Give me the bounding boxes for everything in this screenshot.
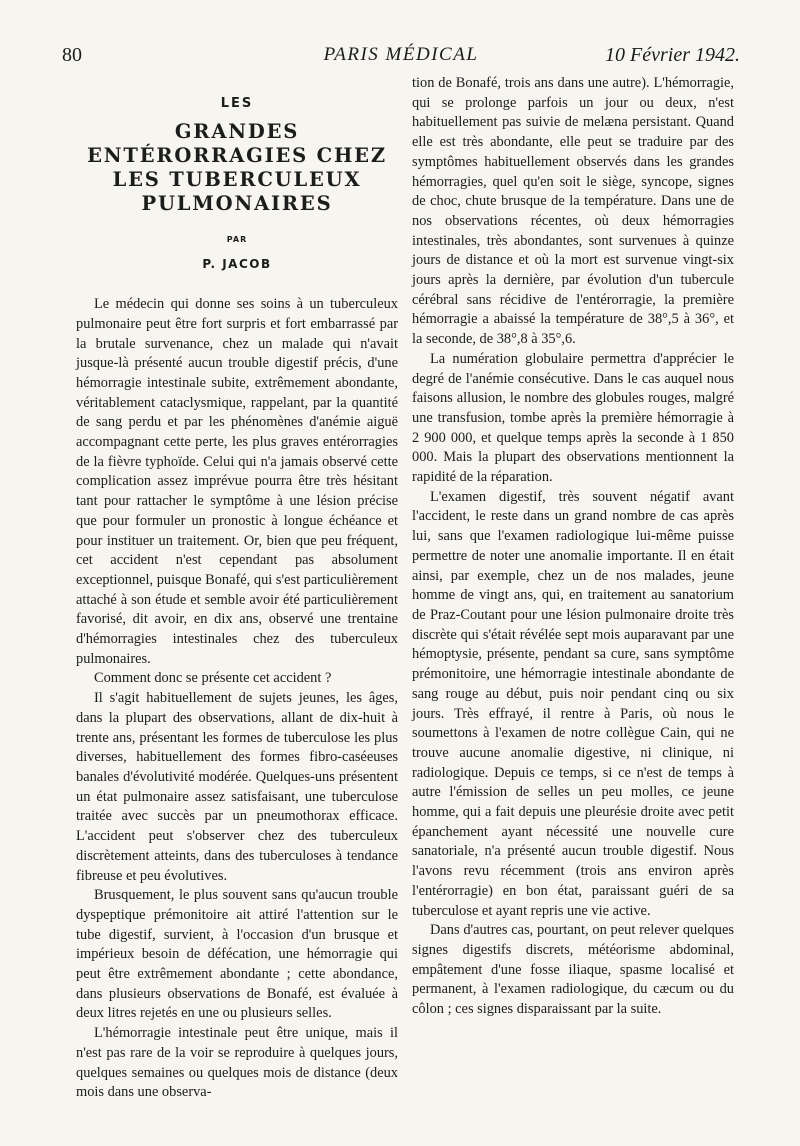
issue-date: 10 Février 1942. bbox=[605, 44, 740, 66]
paragraph: Comment donc se présente cet accident ? bbox=[94, 670, 332, 687]
article-author: P. JACOB bbox=[202, 257, 272, 272]
right-column bbox=[412, 74, 734, 1020]
running-header bbox=[62, 40, 740, 74]
paragraph: Dans d'autres cas, pourtant, on peut relever quelques signes digestifs discrets, météorisme abdominal, empâtement d'une fosse iliaque, spasme localisé et permanent, à l'examen radiologique, du cæcum ou du côlon ; ces signes disparaissant par la suite. bbox=[412, 922, 734, 1018]
paragraph: L'examen digestif, très souvent négatif avant l'accident, le reste dans un grand nombre de cas après lui, sans que l'examen radiologique lui-même puisse permettre de noter une anomalie importante. Il en était ainsi, par exemple, chez un de nos malades, jeune homme de vingt ans, qui, en traitement au sanatorium de Praz-Coutant pour une lésion pulmonaire droite très discrète qui s'était révélée sept mois auparavant par une hémoptysie, présente, pendant sa cure, sans symptôme prémonitoire, une hémorragie intestinale abondante de sang rouge au début, puis noir pendant cinq ou six jours. Très effrayé, il rentre à Paris, où nous le soumettons à l'examen de notre collègue Cain, qui ne trouve aucune anomalie digestive, ni clinique, ni radiologique. Depuis ce temps, si ce n'est de temps à autre l'émission de selles un peu molles, ce jeune homme, qui a fait depuis une pleurésie droite avec petit épanchement ayant nécessité une nouvelle cure sanatoriale, n'a présenté aucun trouble digestif. Nous l'avons revu récemment (trois ans environ après l'entérorragie) en bon état, paraissant guéri de sa tuberculose et ayant repris une vie active. bbox=[412, 488, 734, 919]
paragraph: Brusquement, le plus souvent sans qu'aucun trouble dyspeptique prémonitoire ait attiré l'attention sur le tube digestif, survient, à l'occasion d'un brusque et impérieux besoin de défécation, une hémorragie qui peut être extrêmement abondante ; cette abondance, dans plusieurs observations de Bonafé, est évaluée à deux litres rejetés en une ou plusieurs selles. bbox=[76, 887, 398, 1022]
page-number: 80 bbox=[62, 44, 82, 66]
paragraph: La numération globulaire permettra d'apprécier le degré de l'anémie consécutive. Dans le cas auquel nous faisons allusion, le nombre des globules rouges, malgré une transfusion, tombe après la première hémorragie à 2 900 000, et quelque temps après la seconde à 1 850 000. Mais la plupart des observations mentionnent la rapidité de la réparation. bbox=[412, 350, 734, 486]
paragraph: Le médecin qui donne ses soins à un tuberculeux pulmonaire peut être fort surpris et fort embarrassé par la brutale survenance, chez un malade qui n'avait jusque-là présenté aucun trouble digestif précis, d'une hémorragie intestinale subite, extrêmement abondante, véritablement cataclysmique, rappelant, par la quantité de sang perdu et par les phénomènes d'anémie aiguë accompagnant cette perte, les plus graves entérorragies de la fièvre typhoïde. Celui qui n'a jamais observé cette complication assez imprévue pourra être très hésitant tant pour rattacher le symptôme à une lésion précise que pour formuler un pronostic à longue échéance et pour instituer un traitement. Or, bien que peu fréquent, cet accident n'est cependant pas absolument exceptionnel, puisque Bonafé, qui s'est particulièrement attaché à son étude et semble avoir été particulièrement favorisé, dit avoir, en dix ans, observé une trentaine d'hémorragies intestinales chez des tuberculeux pulmonaires. bbox=[76, 296, 398, 667]
article-title: GRANDES ENTÉRORRAGIES CHEZ LES TUBERCULEUX PULMONAIRES bbox=[87, 119, 387, 215]
journal-title: PARIS MÉDICAL bbox=[323, 44, 479, 65]
left-column bbox=[76, 74, 398, 1103]
paragraph: Il s'agit habituellement de sujets jeunes, les âges, dans la plupart des observations, allant de dix-huit à trente ans, présentant les formes de tuberculose les plus diverses, habituellement des formes fibro-caséeuses banales d'évolutivité modérée. Quelques-uns présentent un état pulmonaire assez satisfaisant, une tuberculose traitée avec succès par un pneumothorax efficace. L'accident peut s'observer chez des tuberculeux discrètement atteints, dans des tuberculoses à tendance fibreuse et peu évolutives. bbox=[76, 690, 398, 884]
paragraph-continued: tion de Bonafé, trois ans dans une autre). L'hémorragie, qui se prolonge parfois un jour ou deux, n'est habituellement pas suivie de melæna persistant. Quand elle est très abondante, elle peut se traduire par des symptômes habituellement observés dans les grandes hémorragies, quel qu'en soit le siège, syncope, signes de choc, chute brusque de la température. Dans une de nos observations récentes, où deux hémorragies intestinales, très abondantes, sont survenues à quinze jours de distance et où la mort est survenue vingt-six jours après la dernière, par évolution d'un tubercule cérébral sans récidive de l'entérorragie, la première hémorragie a abaissé la température de 38°,5 à 36°, et la seconde, de 38°,8 à 35°,6. bbox=[412, 75, 734, 348]
byline-par: PAR bbox=[226, 234, 248, 244]
paragraph: L'hémorragie intestinale peut être unique, mais il n'est pas rare de la voir se reproduire à quelques jours, quelques semaines ou quelques mois de distance (deux mois dans une observa- bbox=[76, 1025, 398, 1101]
article-title-block bbox=[76, 74, 398, 275]
title-kicker: LES bbox=[220, 96, 254, 111]
